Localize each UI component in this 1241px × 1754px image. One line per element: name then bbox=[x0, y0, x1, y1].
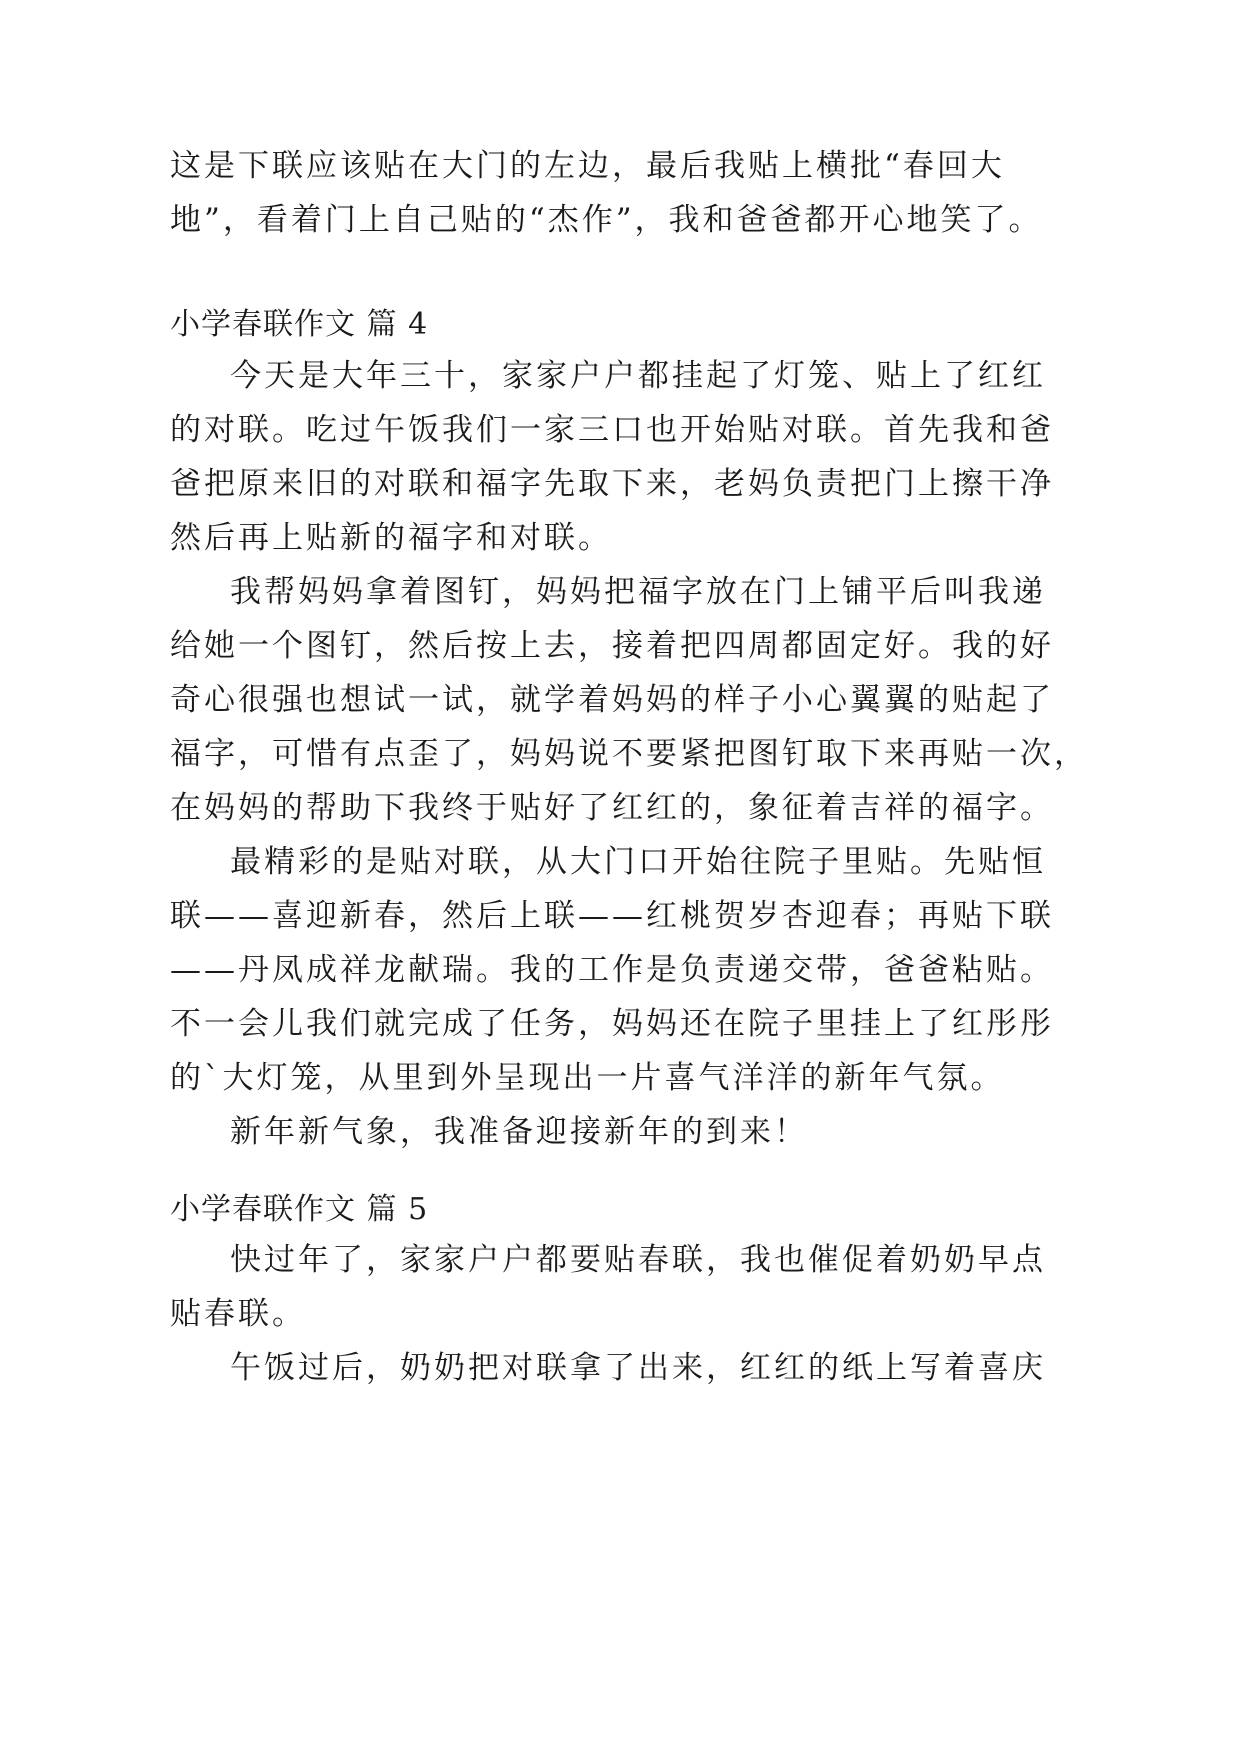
section-heading: 小学春联作文 篇 4 bbox=[170, 307, 429, 342]
paragraph-line: 不一会儿我们就完成了任务，妈妈还在院子里挂上了红彤彤 bbox=[170, 1006, 1054, 1042]
paragraph-line: 快过年了，家家户户都要贴春联，我也催促着奶奶早点 bbox=[230, 1242, 1046, 1278]
paragraph-line: 贴春联。 bbox=[170, 1296, 306, 1332]
paragraph-line: 在妈妈的帮助下我终于贴好了红红的，象征着吉祥的福字。 bbox=[170, 790, 1054, 826]
paragraph-line: 午饭过后，奶奶把对联拿了出来，红红的纸上写着喜庆 bbox=[230, 1350, 1046, 1386]
paragraph-line: 我帮妈妈拿着图钉，妈妈把福字放在门上铺平后叫我递 bbox=[230, 574, 1046, 610]
paragraph-line: 的`大灯笼，从里到外呈现出一片喜气洋洋的新年气氛。 bbox=[170, 1060, 1005, 1096]
paragraph-line: 联——喜迎新春，然后上联——红桃贺岁杏迎春；再贴下联 bbox=[170, 898, 1054, 934]
paragraph-line: 的对联。吃过午饭我们一家三口也开始贴对联。首先我和爸 bbox=[170, 412, 1054, 448]
paragraph-line: 今天是大年三十，家家户户都挂起了灯笼、贴上了红红 bbox=[230, 358, 1046, 394]
paragraph-line: ——丹凤成祥龙献瑞。我的工作是负责递交带，爸爸粘贴。 bbox=[170, 952, 1054, 988]
paragraph-line: 然后再上贴新的福字和对联。 bbox=[170, 520, 612, 556]
paragraph-line: 新年新气象，我准备迎接新年的到来！ bbox=[230, 1114, 808, 1150]
paragraph-line: 爸把原来旧的对联和福字先取下来，老妈负责把门上擦干净 bbox=[170, 466, 1054, 502]
paragraph-line: 福字，可惜有点歪了，妈妈说不要紧把图钉取下来再贴一次， bbox=[170, 736, 1088, 772]
section-heading: 小学春联作文 篇 5 bbox=[170, 1192, 429, 1227]
paragraph-line: 最精彩的是贴对联，从大门口开始往院子里贴。先贴恒 bbox=[230, 844, 1046, 880]
paragraph-line: 地”，看着门上自己贴的“杰作”，我和爸爸都开心地笑了。 bbox=[170, 202, 1043, 238]
paragraph-line: 这是下联应该贴在大门的左边，最后我贴上横批“春回大 bbox=[170, 148, 1005, 184]
paragraph-line: 给她一个图钉，然后按上去，接着把四周都固定好。我的好 bbox=[170, 628, 1054, 664]
paragraph-line: 奇心很强也想试一试，就学着妈妈的样子小心翼翼的贴起了 bbox=[170, 682, 1054, 718]
